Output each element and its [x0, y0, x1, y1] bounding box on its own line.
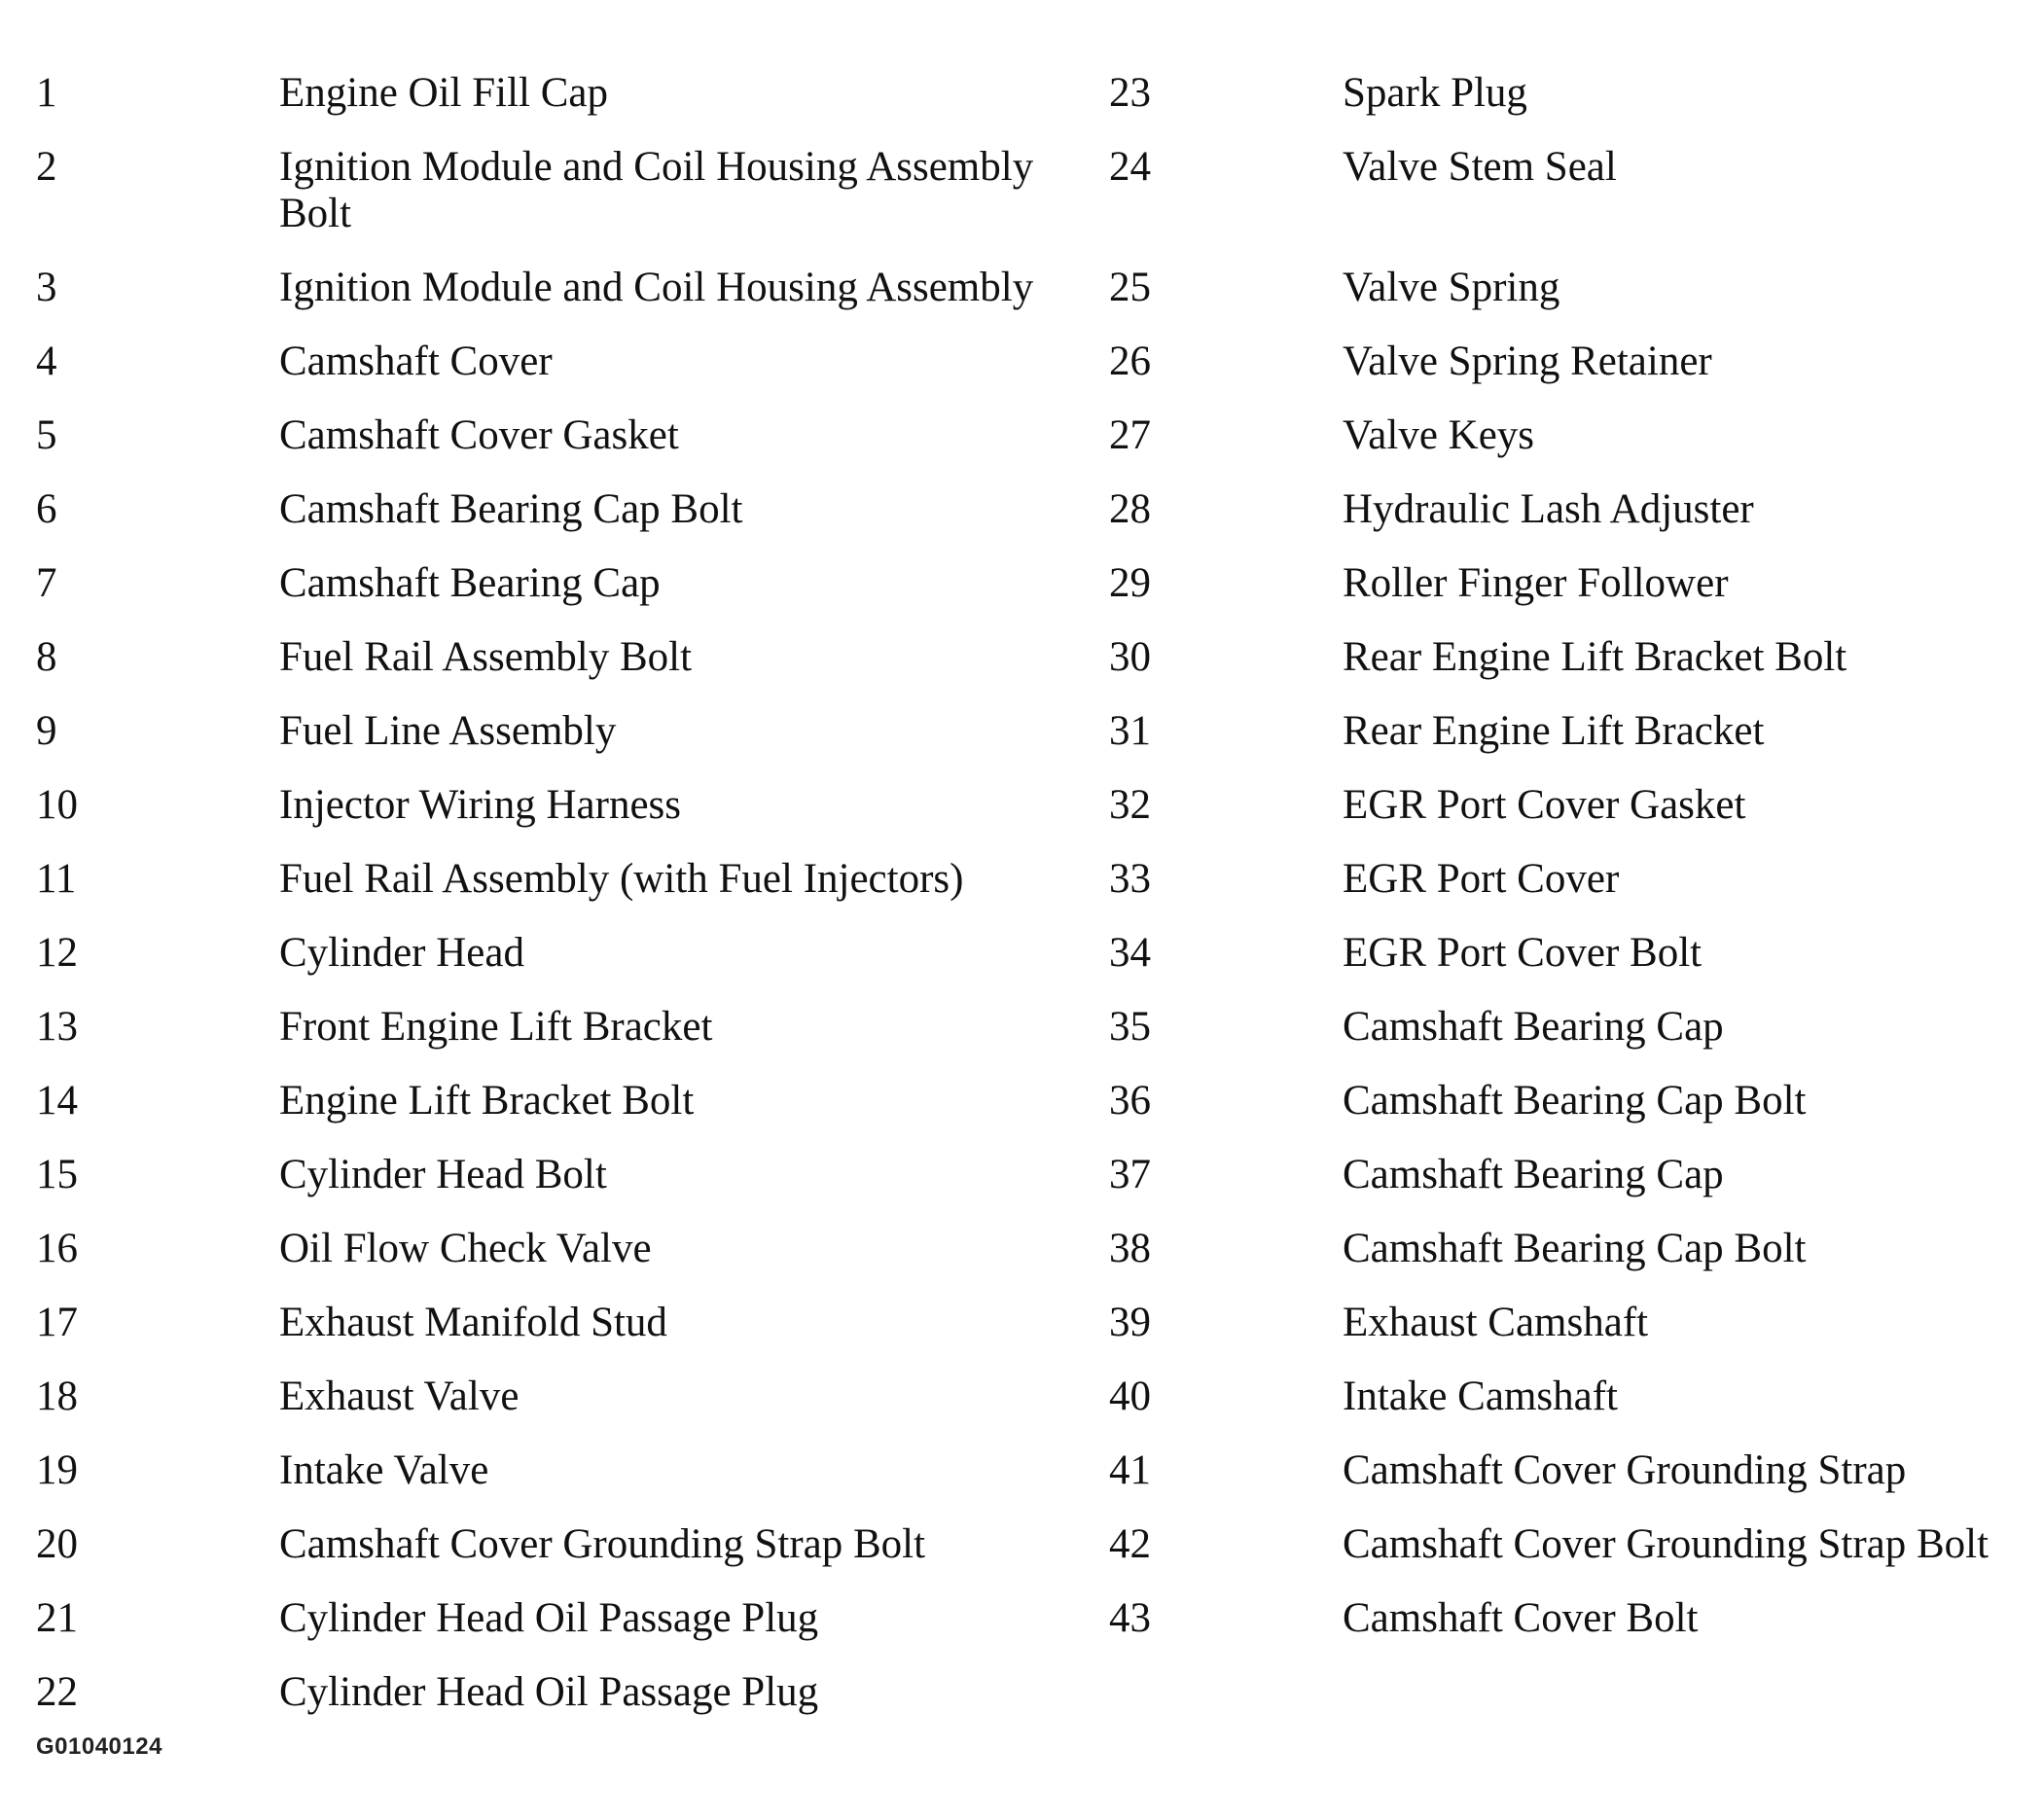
item-label: Exhaust Camshaft	[1343, 1300, 1649, 1345]
item-label: Cylinder Head	[279, 930, 524, 976]
item-label: Valve Spring	[1343, 265, 1560, 310]
item-label: Intake Valve	[279, 1447, 489, 1493]
item-label: Cylinder Head Oil Passage Plug	[279, 1669, 819, 1715]
item-label: EGR Port Cover Gasket	[1343, 782, 1746, 828]
item-label: Hydraulic Lash Adjuster	[1343, 486, 1754, 532]
item-label: Camshaft Bearing Cap	[1343, 1152, 1724, 1197]
item-label: Camshaft Bearing Cap Bolt	[1343, 1226, 1807, 1271]
item-number: 37	[1109, 1152, 1151, 1197]
item-number: 6	[36, 486, 57, 532]
item-number: 41	[1109, 1447, 1151, 1493]
item-label: Camshaft Bearing Cap Bolt	[279, 486, 743, 532]
item-label: Camshaft Cover Grounding Strap Bolt	[1343, 1521, 1989, 1567]
item-label: Injector Wiring Harness	[279, 782, 682, 828]
item-number: 9	[36, 708, 57, 754]
item-label: Ignition Module and Coil Housing Assembly	[279, 265, 1034, 310]
item-number: 42	[1109, 1521, 1151, 1567]
item-label: Camshaft Bearing Cap	[1343, 1004, 1724, 1050]
item-label: Exhaust Manifold Stud	[279, 1300, 667, 1345]
item-number: 2	[36, 144, 57, 190]
item-number: 21	[36, 1595, 78, 1641]
item-number: 32	[1109, 782, 1151, 828]
item-label: Camshaft Cover Grounding Strap	[1343, 1447, 1907, 1493]
item-number: 5	[36, 412, 57, 458]
item-number: 38	[1109, 1226, 1151, 1271]
item-number: 29	[1109, 560, 1151, 606]
item-label: Spark Plug	[1343, 70, 1527, 116]
item-number: 19	[36, 1447, 78, 1493]
item-number: 33	[1109, 856, 1151, 902]
item-number: 12	[36, 930, 78, 976]
item-label: Intake Camshaft	[1343, 1374, 1618, 1419]
item-label: Cylinder Head Oil Passage Plug	[279, 1595, 819, 1641]
item-number: 17	[36, 1300, 78, 1345]
item-number: 36	[1109, 1078, 1151, 1124]
item-number: 4	[36, 339, 57, 384]
item-label: Camshaft Bearing Cap	[279, 560, 661, 606]
item-label: Ignition Module and Coil Housing Assembly Bolt	[279, 144, 1034, 236]
item-number: 10	[36, 782, 78, 828]
item-number: 30	[1109, 634, 1151, 680]
item-number: 27	[1109, 412, 1151, 458]
item-label: Rear Engine Lift Bracket Bolt	[1343, 634, 1847, 680]
figure-id: G01040124	[36, 1733, 162, 1760]
item-label: Engine Oil Fill Cap	[279, 70, 609, 116]
item-label: Rear Engine Lift Bracket	[1343, 708, 1765, 754]
item-number: 16	[36, 1226, 78, 1271]
item-label: Valve Spring Retainer	[1343, 339, 1712, 384]
item-number: 20	[36, 1521, 78, 1567]
item-number: 3	[36, 265, 57, 310]
item-label: Front Engine Lift Bracket	[279, 1004, 713, 1050]
item-number: 15	[36, 1152, 78, 1197]
item-label: Fuel Line Assembly	[279, 708, 617, 754]
item-label: Camshaft Cover	[279, 339, 553, 384]
item-number: 31	[1109, 708, 1151, 754]
item-number: 8	[36, 634, 57, 680]
item-number: 35	[1109, 1004, 1151, 1050]
item-label: Valve Keys	[1343, 412, 1535, 458]
item-number: 22	[36, 1669, 78, 1715]
item-number: 24	[1109, 144, 1151, 190]
item-label: Fuel Rail Assembly Bolt	[279, 634, 693, 680]
item-label: Valve Stem Seal	[1343, 144, 1617, 190]
item-number: 34	[1109, 930, 1151, 976]
item-label: Oil Flow Check Valve	[279, 1226, 652, 1271]
item-number: 28	[1109, 486, 1151, 532]
item-number: 26	[1109, 339, 1151, 384]
item-number: 18	[36, 1374, 78, 1419]
item-label: Camshaft Cover Gasket	[279, 412, 679, 458]
item-number: 11	[36, 856, 77, 902]
item-label: Camshaft Cover Grounding Strap Bolt	[279, 1521, 926, 1567]
item-number: 43	[1109, 1595, 1151, 1641]
item-label: EGR Port Cover Bolt	[1343, 930, 1702, 976]
item-number: 7	[36, 560, 57, 606]
item-number: 14	[36, 1078, 78, 1124]
item-number: 13	[36, 1004, 78, 1050]
item-number: 23	[1109, 70, 1151, 116]
item-label: Roller Finger Follower	[1343, 560, 1729, 606]
item-number: 40	[1109, 1374, 1151, 1419]
item-label: EGR Port Cover	[1343, 856, 1620, 902]
item-label: Fuel Rail Assembly (with Fuel Injectors)	[279, 856, 964, 902]
item-label: Engine Lift Bracket Bolt	[279, 1078, 695, 1124]
item-number: 39	[1109, 1300, 1151, 1345]
item-label: Camshaft Cover Bolt	[1343, 1595, 1699, 1641]
item-label: Camshaft Bearing Cap Bolt	[1343, 1078, 1807, 1124]
item-number: 25	[1109, 265, 1151, 310]
item-label: Cylinder Head Bolt	[279, 1152, 607, 1197]
item-number: 1	[36, 70, 57, 116]
item-label: Exhaust Valve	[279, 1374, 520, 1419]
